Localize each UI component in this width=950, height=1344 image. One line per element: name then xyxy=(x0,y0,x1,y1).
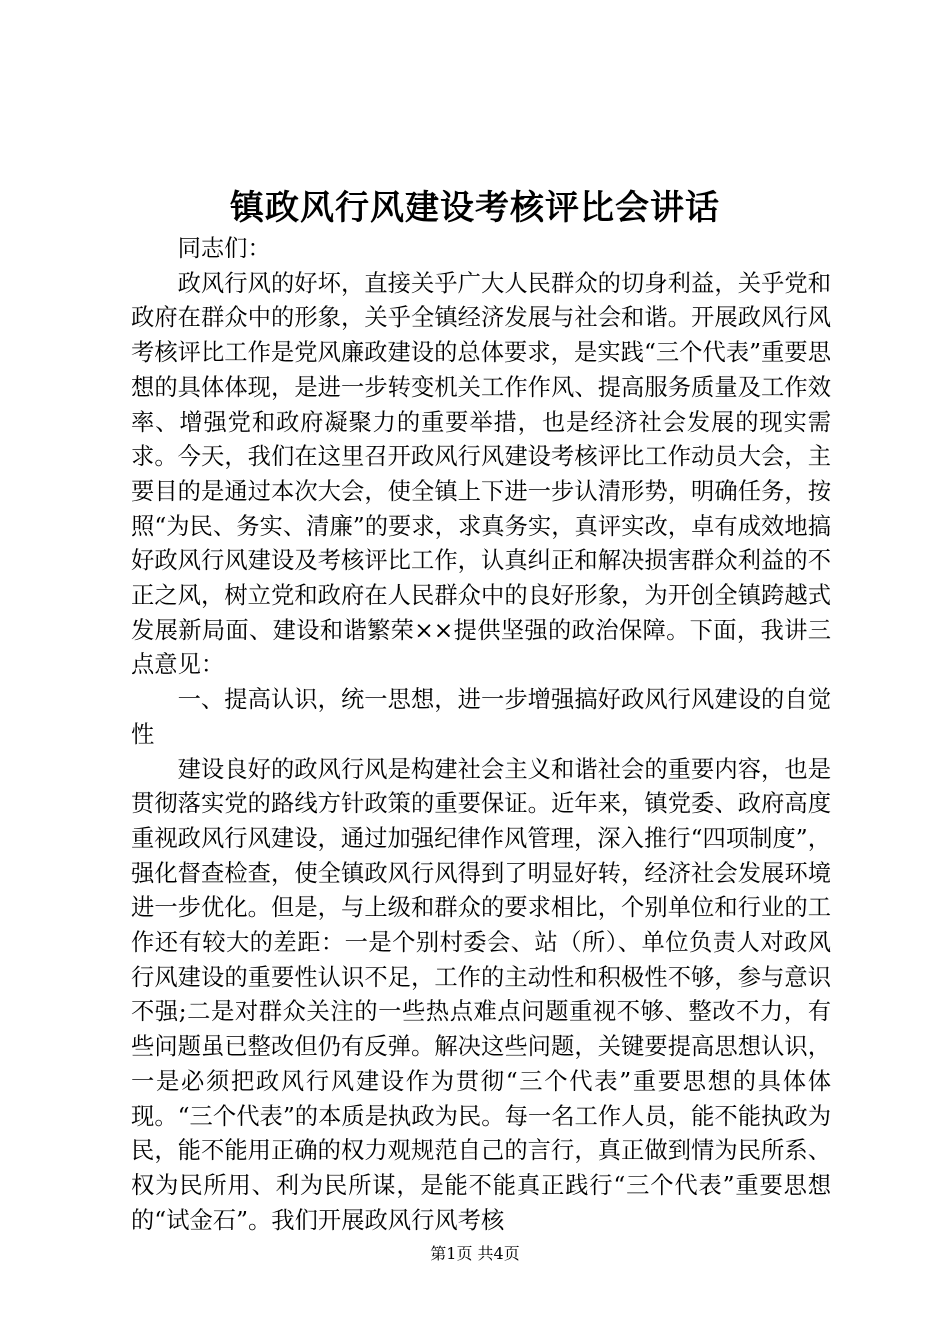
section-heading: 一、提高认识，统一思想，进一步增强搞好政风行风建设的自觉性 xyxy=(131,686,831,748)
salutation-paragraph: 同志们： xyxy=(177,235,271,262)
document-body xyxy=(131,232,831,1238)
page-footer: 第1页 共4页 xyxy=(430,1244,520,1263)
section-body-paragraph: 建设良好的政风行风是构建社会主义和谐社会的重要内容，也是贯彻落实党的路线方针政策的重要保证。近年来，镇党委、政府高度重视政风行风建设，通过加强纪律作风管理，深入推行“四项制度”，强化督查检查，使全镇政风行风得到了明显好转，经济社会发展环境进一步优化。但是，与上级和群众的要求相比，个别单位和行业的工作还有较大的差距：一是个别村委会、站（所）、单位负责人对政风行风建设的重要性认识不足，工作的主动性和积极性不够，参与意识不强;二是对群众关注的一些热点难点问题重视不够、整改不力，有些问题虽已整改但仍有反弹。解决这些问题，关键要提高思想认识，一是必须把政风行风建设作为贯彻“三个代表”重要思想的具体体现。“三个代表”的本质是执政为民。每一名工作人员，能不能执政为民，能不能用正确的权力观规范自己的言行，真正做到情为民所系、权为民所用、利为民所谋，是能不能真正践行“三个代表”重要思想的“试金石”。我们开展政风行风考核 xyxy=(131,755,831,1234)
document-title: 镇政风行风建设考核评比会讲话 xyxy=(230,188,720,228)
intro-paragraph: 政风行风的好坏，直接关乎广大人民群众的切身利益，关乎党和政府在群众中的形象，关乎全镇经济发展与社会和谐。开展政风行风考核评比工作是党风廉政建设的总体要求，是实践“三个代表”重要思想的具体体现，是进一步转变机关工作作风、提高服务质量及工作效率、增强党和政府凝聚力的重要举措，也是经济社会发展的现实需求。今天，我们在这里召开政风行风建设考核评比工作动员大会，主要目的是通过本次大会，使全镇上下进一步认清形势，明确任务，按照“为民、务实、清廉”的要求，求真务实，真评实改，卓有成效地搞好政风行风建设及考核评比工作，认真纠正和解决损害群众利益的不正之风，树立党和政府在人民群众中的良好形象，为开创全镇跨越式发展新局面、建设和谐繁荣××提供坚强的政治保障。下面，我讲三点意见： xyxy=(131,269,831,679)
